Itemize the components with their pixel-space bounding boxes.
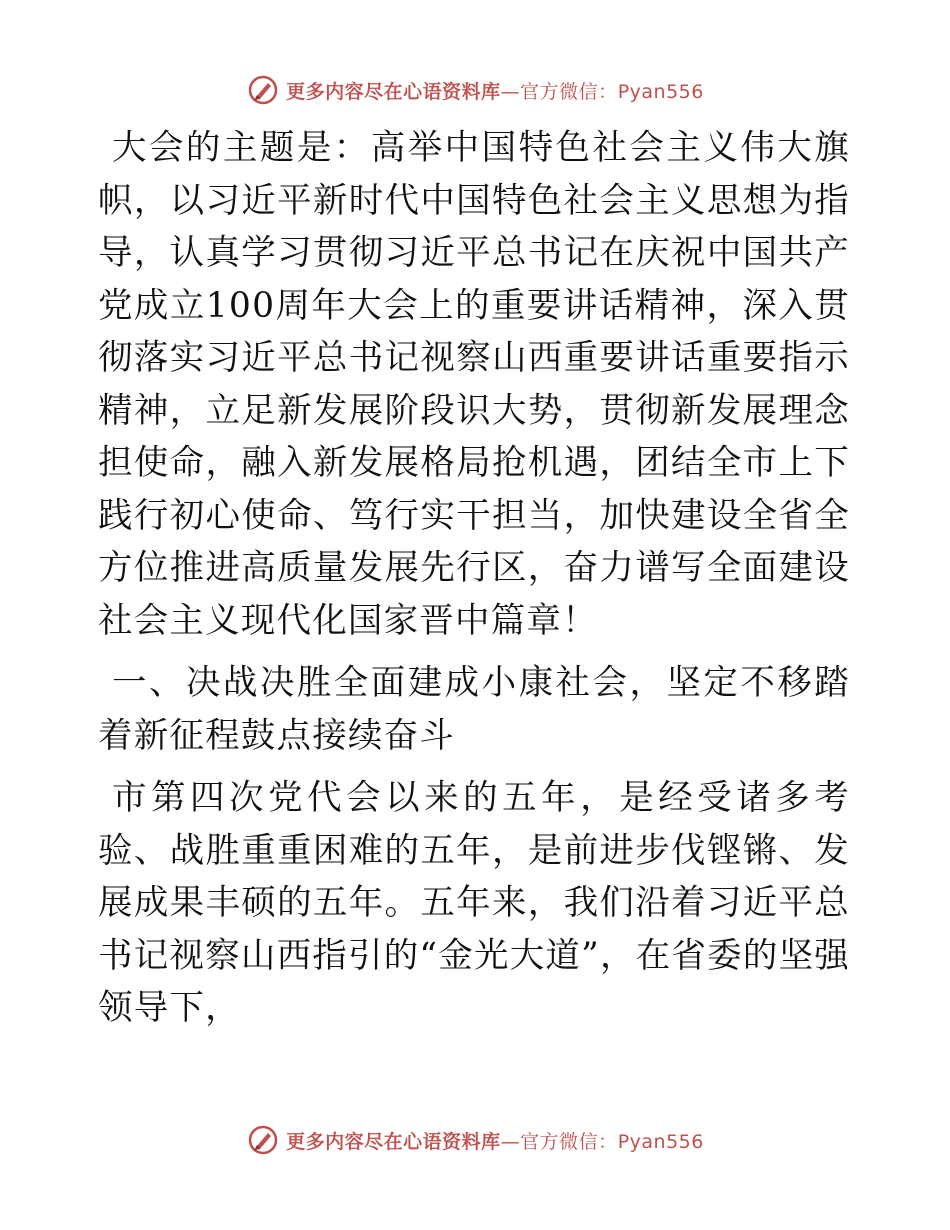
- watermark-wechat-id: Pyan556: [617, 1130, 704, 1153]
- section-heading-1: 一、决战决胜全面建成小康社会，坚定不移踏着新征程鼓点接续奋斗: [98, 663, 850, 756]
- watermark-footer: [0, 1120, 950, 1160]
- paragraph-review: 市第四次党代会以来的五年，是经受诸多考验、战胜重重困难的五年，是前进步伐铿锵、发展成果丰硕的五年。五年来，我们沿着习近平总书记视察山西指引的“金光大道”，在省委的坚强领导下，: [98, 778, 850, 1028]
- pen-circle-logo-icon: [246, 73, 280, 107]
- watermark-wechat-label: 官方微信：: [520, 1130, 618, 1153]
- watermark-wechat-id: Pyan556: [617, 80, 704, 103]
- watermark-dash: —: [500, 80, 521, 103]
- pen-circle-logo-icon: [246, 1123, 280, 1157]
- watermark-main-text: 更多内容尽在心语资料库: [286, 80, 501, 103]
- watermark-main-text: 更多内容尽在心语资料库: [286, 1130, 501, 1153]
- watermark-text: [286, 1127, 704, 1154]
- watermark-wechat-label: 官方微信：: [520, 80, 618, 103]
- paragraph-theme: 大会的主题是：高举中国特色社会主义伟大旗帜，以习近平新时代中国特色社会主义思想为指导，认真学习贯彻习近平总书记在庆祝中国共产党成立100周年大会上的重要讲话精神，深入贯彻落实习近平总书记视察山西重要讲话重要指示精神，立足新发展阶段识大势，贯彻新发展理念担使命，融入新发展格局抢机遇，团结全市上下践行初心使命、笃行实干担当，加快建设全省全方位推进高质量发展先行区，奋力谱写全面建设社会主义现代化国家晋中篇章！: [98, 128, 850, 641]
- watermark-header: [0, 70, 950, 110]
- document-body: [98, 122, 850, 1035]
- watermark-dash: —: [500, 1130, 521, 1153]
- watermark-text: [286, 77, 704, 104]
